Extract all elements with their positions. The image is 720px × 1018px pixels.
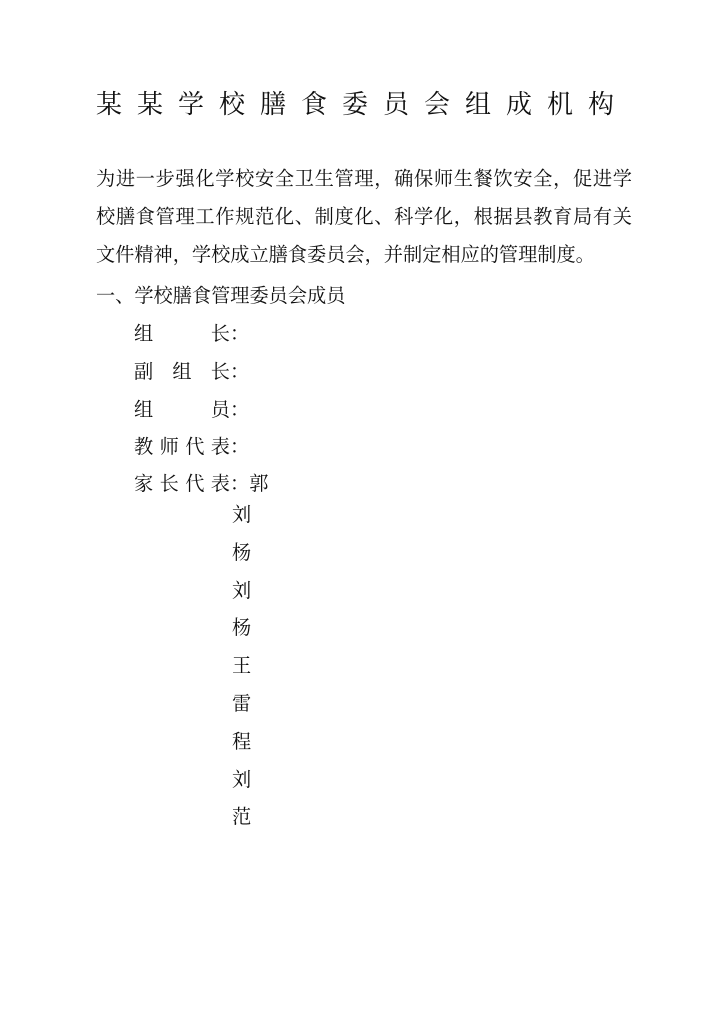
list-item: 刘 bbox=[232, 767, 252, 791]
member-value: 郭 bbox=[249, 472, 269, 495]
member-label: 组长 bbox=[134, 322, 230, 345]
list-item: 王 bbox=[232, 654, 252, 678]
list-item: 杨 bbox=[232, 540, 252, 564]
list-item: 雷 bbox=[232, 691, 252, 715]
member-row-deputy-leader bbox=[134, 357, 249, 387]
document-title: 某某学校膳食委员会组成机构 bbox=[96, 90, 630, 120]
member-label: 组员 bbox=[134, 398, 230, 421]
member-label: 教师代表 bbox=[134, 435, 230, 458]
member-colon: ： bbox=[230, 435, 250, 458]
member-colon: ： bbox=[230, 472, 250, 495]
list-item: 刘 bbox=[232, 578, 252, 602]
list-item: 程 bbox=[232, 729, 252, 753]
member-label: 家长代表 bbox=[134, 472, 230, 495]
member-colon: ： bbox=[230, 398, 250, 421]
parent-rep-names-list bbox=[232, 496, 251, 836]
list-item: 刘 bbox=[232, 503, 252, 526]
member-row-parent-reps bbox=[134, 469, 268, 499]
member-row-leader bbox=[134, 319, 249, 349]
section-heading: 一、学校膳食管理委员会成员 bbox=[96, 284, 346, 307]
member-colon: ： bbox=[230, 360, 250, 383]
list-item: 杨 bbox=[232, 616, 252, 640]
member-label: 副组长 bbox=[134, 360, 230, 383]
intro-paragraph: 为进一步强化学校安全卫生管理，确保师生餐饮安全，促进学校膳食管理工作规范化、制度化、科学化，根据县教育局有关文件精神，学校成立膳食委员会，并制定相应的管理制度。 bbox=[96, 167, 632, 266]
member-row-teacher-reps bbox=[134, 432, 249, 462]
list-item: 范 bbox=[232, 805, 252, 829]
member-colon: ： bbox=[230, 322, 250, 345]
member-row-members bbox=[134, 395, 249, 425]
